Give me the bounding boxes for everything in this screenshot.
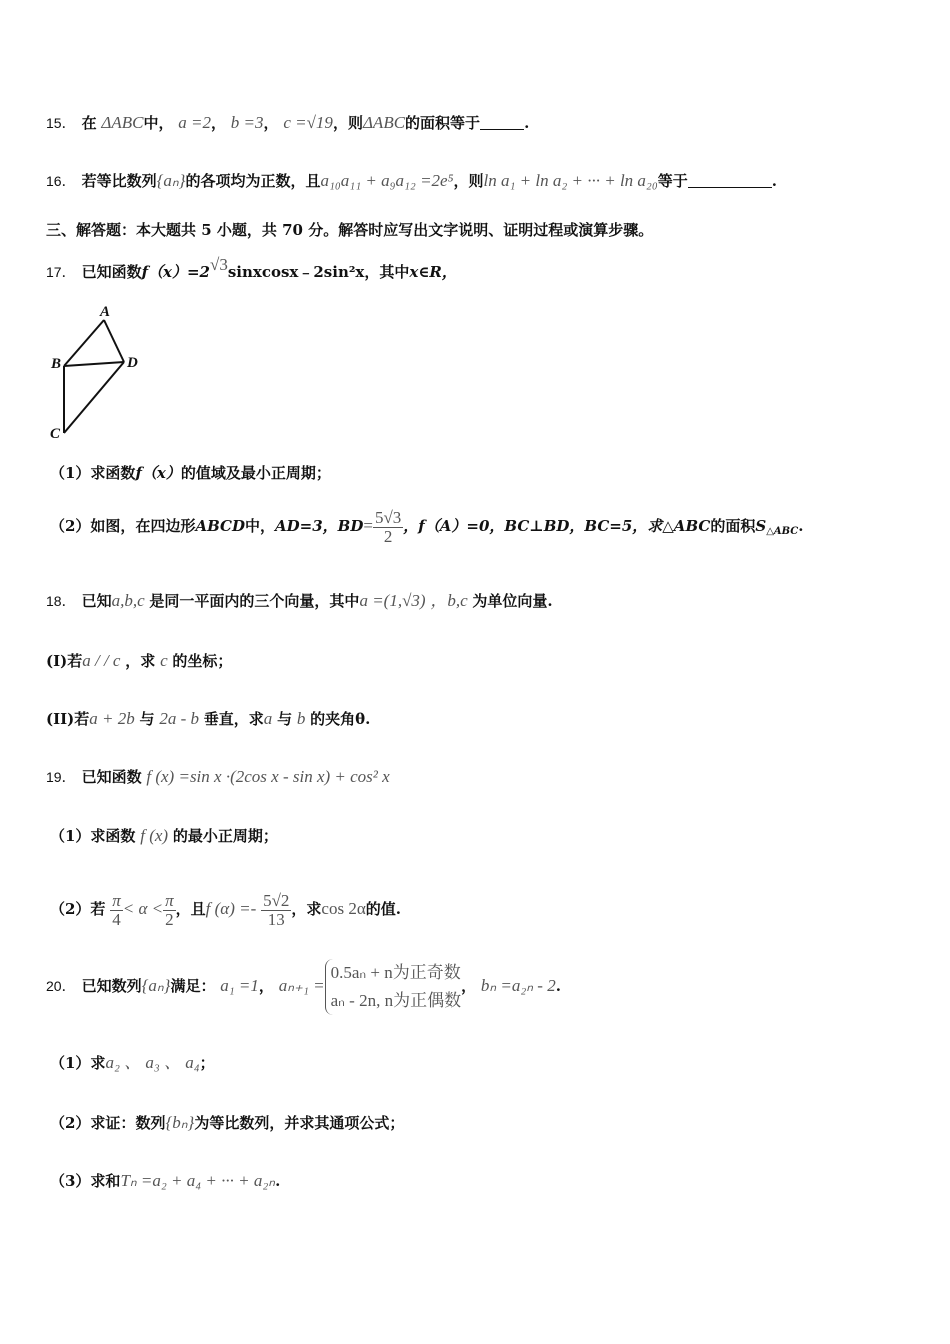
q17-text-1: 已知函数: [81, 263, 142, 281]
q15-number: 15．: [46, 115, 76, 131]
q19-pi-over-2: [163, 892, 176, 929]
q20-an1: aₙ₊₁ =: [278, 976, 325, 995]
q17-p2-text-2: 中，: [245, 517, 276, 535]
q18-p1-text-2: ，求: [125, 652, 156, 670]
q18-p1-text-3: 的坐标；: [172, 652, 233, 670]
q19-p1-text-2: 的最小正周期；: [172, 827, 278, 845]
q15-comma-1: ，: [211, 114, 227, 132]
q19-fraction: [261, 892, 291, 929]
q16-equation: a₁₀a₁₁ + a₉a₁₂ =2e⁵: [320, 171, 454, 190]
q17-p2-fraction: [373, 509, 403, 546]
q19-part-2: [50, 887, 401, 931]
q18-a-def: a =(1,√3): [359, 591, 426, 610]
q19-pi-over-4: [110, 892, 123, 929]
q18-p2-text-1: 若: [74, 710, 90, 728]
q17-p1-text-2: 的值域及最小正周期；: [180, 464, 331, 482]
q15-c: c =√19: [283, 113, 333, 132]
q15-text-1: 在: [81, 114, 97, 132]
q18-p2-and: 与: [277, 710, 293, 728]
q19-p1-f: f (x): [140, 826, 169, 845]
edge-ad: [104, 320, 124, 362]
edge-cd: [64, 362, 124, 433]
q18-p1-text-1: 若: [67, 652, 83, 670]
q15-line: [46, 112, 529, 134]
q15-text-2: 中，: [143, 114, 174, 132]
q20-comma-1: ，: [258, 977, 274, 995]
q20-part-1: [50, 1052, 215, 1074]
q18-bc: ，b,c: [430, 591, 468, 610]
q20-end: .: [555, 977, 561, 995]
q17-part-2: （2）如图，在四边形ABCD中，AD=3，BD= $\frac{5√3}{2}$ ，f（A）=0，BC⊥BD，BC=5，求△ABC的面积$S_{\triangle ABC}$.: [50, 507, 804, 546]
q17-text-2: sinxcosx﹣2sin²x，其中: [227, 263, 410, 281]
q17-p2-text-1: （2）如图，在四边形: [50, 517, 196, 535]
q17-part-1: [50, 462, 331, 484]
q18-text-3: 为单位向量.: [472, 592, 553, 610]
q20-p1-values: a₂ 、 a₃ 、 a₄: [105, 1053, 200, 1072]
q20-piecewise: [325, 959, 461, 1015]
q19-p2-text-4: 的值.: [365, 900, 401, 918]
q15-triangle-2: ΔABC: [362, 113, 406, 132]
q16-text-4: 等于: [657, 172, 688, 190]
q20-number: 20．: [46, 978, 76, 994]
q19-p2-text-2: ，且: [175, 900, 206, 918]
q20-case-1: 0.5aₙ + n为正奇数: [330, 963, 461, 982]
q20-p3-text-1: （3）求和: [50, 1172, 121, 1190]
q20-p3-expression: Tₙ =a₂ + a₄ + ··· + a₂ₙ: [120, 1171, 276, 1190]
q20-bn: bₙ =a₂ₙ - 2: [480, 976, 556, 995]
vertex-label-b: B: [51, 356, 62, 372]
q18-p2-label: (II): [46, 710, 75, 728]
q16-text-3: ，则: [453, 172, 484, 190]
q16-expression: ln a₁ + ln a₂ + ··· + ln a₂₀: [483, 171, 658, 190]
section-3-heading: 三、解答题：本大题共 5 小题，共 70 分。解答时应写出文字说明、证明过程或演算步骤。: [46, 221, 654, 239]
q18-part-1: [46, 650, 232, 672]
q20-part-3: [50, 1170, 280, 1192]
q17-p2-text-4: 的面积: [710, 517, 756, 535]
q20-a1: a₁ =1: [220, 976, 259, 995]
edge-bd: [64, 362, 124, 366]
q17-number: 17．: [46, 264, 76, 280]
q15-b: b =3: [230, 113, 264, 132]
q19-line: [46, 766, 390, 788]
q20-p2-text-2: 为等比数列，并求其通项公式；: [194, 1114, 405, 1132]
q18-p1-parallel: a / / c: [82, 651, 121, 670]
q19-pi-num: π: [112, 890, 121, 910]
q19-p2-text-1: （2）若: [50, 900, 106, 918]
q18-p2-va: a: [263, 709, 273, 728]
q16-number: 16．: [46, 173, 76, 189]
q17-function: f（x）=2: [141, 263, 210, 281]
q19-p1-text-1: （1）求函数: [50, 827, 136, 845]
vertex-label-d: D: [127, 355, 138, 371]
q19-inequality: < α <: [122, 899, 164, 918]
q18-p2-vb: b: [296, 709, 306, 728]
q15-end: .: [524, 114, 530, 132]
q17-p1-text: （1）求函数: [50, 464, 136, 482]
q16-text-2: 的各项均为正数，且: [185, 172, 321, 190]
q15-text-4: 的面积等于: [405, 114, 481, 132]
q17-line: [46, 254, 457, 283]
q20-p3-end: .: [275, 1172, 281, 1190]
q19-frac-num: 5√2: [263, 890, 290, 910]
q19-number: 19．: [46, 769, 76, 785]
q18-p2-with: 与: [139, 710, 155, 728]
edge-ba: [64, 320, 104, 366]
q20-line: [46, 956, 561, 1016]
q15-comma-2: ，: [263, 114, 279, 132]
q19-cos: cos 2α: [321, 899, 366, 918]
q18-p1-label: (I): [46, 652, 68, 670]
q20-comma-2: ，: [461, 977, 477, 995]
q17-sqrt3: √3: [210, 255, 228, 274]
q17-p2-s-sub: △ABC: [766, 526, 799, 537]
q17-p2-frac-num: 5√3: [374, 507, 402, 527]
q19-part-1: [50, 825, 278, 847]
q18-p2-expr-2: 2a - b: [159, 709, 199, 728]
q19-frac-den: 13: [267, 909, 285, 929]
q19-pi-num-2: π: [165, 890, 174, 910]
q20-p1-text-2: ；: [199, 1054, 215, 1072]
q20-p2-text-1: （2）求证：数列: [50, 1114, 166, 1132]
q17-p2-text-3: ，f（A）=0，BC⊥BD，BC=5，求△ABC: [403, 517, 711, 535]
q17-p2-ad-bd: AD=3，BD: [275, 517, 364, 535]
q17-p2-end: .: [798, 517, 804, 535]
q20-case-2: aₙ - 2n, n为正偶数: [330, 991, 462, 1010]
q20-p2-sequence: {bₙ}: [165, 1113, 195, 1132]
q17-domain: x∈R，: [409, 263, 457, 281]
q20-p1-text-1: （1）求: [50, 1054, 106, 1072]
q19-f-alpha: f (α) =-: [205, 899, 257, 918]
vertex-label-c: C: [50, 426, 61, 442]
q18-vectors: a,b,c: [111, 591, 145, 610]
q16-line: [46, 170, 777, 192]
q18-p1-c: c: [160, 651, 168, 670]
q16-end: .: [771, 172, 778, 190]
q15-triangle: ΔABC: [101, 113, 144, 132]
q18-text-2: 是同一平面内的三个向量，其中: [149, 592, 360, 610]
q16-answer-blank: [688, 187, 772, 188]
q19-p2-text-3: ，求: [291, 900, 322, 918]
q18-part-2: [46, 708, 370, 730]
q15-text-3: ，则: [332, 114, 363, 132]
q18-p2-text-2: 垂直，求: [203, 710, 264, 728]
q18-text-1: 已知: [81, 592, 112, 610]
q20-part-2: [50, 1112, 404, 1134]
q19-text-1: 已知函数: [81, 768, 142, 786]
q17-p2-frac-den: 2: [383, 526, 393, 546]
q19-four: 4: [112, 909, 121, 929]
quadrilateral-figure: [44, 300, 154, 450]
q18-number: 18．: [46, 593, 76, 609]
q15-a: a =2: [178, 113, 211, 132]
q17-p2-s: S: [755, 517, 767, 535]
q18-p2-expr-1: a + 2b: [89, 709, 135, 728]
q20-sequence: {aₙ}: [141, 976, 171, 995]
q20-text-2: 满足：: [170, 977, 216, 995]
q18-p2-end: 的夹角θ.: [310, 710, 371, 728]
vertex-label-a: A: [100, 304, 111, 320]
q20-text-1: 已知数列: [81, 977, 142, 995]
q17-p2-quad: ABCD: [195, 517, 245, 535]
q19-two: 2: [165, 909, 174, 929]
q15-answer-blank: [480, 129, 524, 130]
q18-line: [46, 590, 553, 612]
q19-function: f (x) =sin x ·(2cos x - sin x) + cos² x: [146, 767, 390, 786]
q16-text-1: 若等比数列: [81, 172, 157, 190]
q17-p1-f: f（x）: [135, 464, 181, 482]
q16-sequence: {aₙ}: [156, 171, 186, 190]
